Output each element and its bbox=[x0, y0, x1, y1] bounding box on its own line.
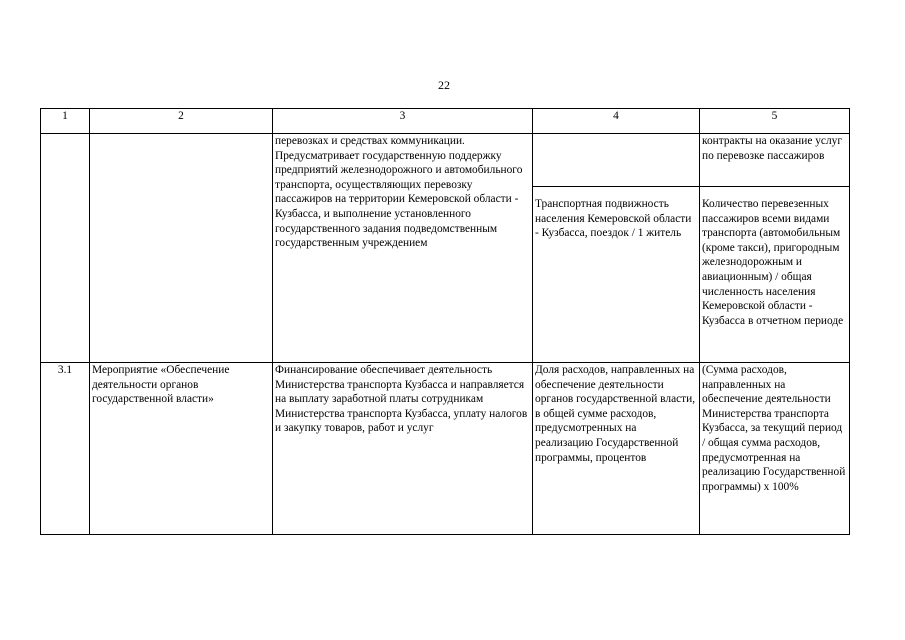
row2-activity: Мероприятие «Обеспечение деятельности органов государственной власти» bbox=[92, 364, 230, 406]
row1-col1-cell bbox=[41, 134, 90, 363]
row1-formula-a-cell bbox=[700, 134, 850, 187]
header-cell-4: 4 bbox=[533, 109, 700, 134]
row1-formula-a: контракты на оказание услуг по перевозке пассажиров bbox=[702, 135, 843, 162]
row1-indicator-a-cell bbox=[533, 134, 700, 187]
table-row bbox=[41, 363, 850, 535]
row1-description-cell bbox=[273, 134, 533, 363]
header-cell-3: 3 bbox=[273, 109, 533, 134]
row1-col2-cell bbox=[90, 134, 273, 363]
row1-description: перевозках и средствах коммуникации. Предусматривает государственную поддержку предприятий железнодорожного и автомобильного транспорта, осуществляющих перевозку пассажиров на территории Кемеровской области - Кузбасса, и выполнение установленного государственного задания подведомственным государственным учреждением bbox=[275, 135, 523, 250]
row2-number-cell bbox=[41, 363, 90, 535]
row1-indicator-b: Транспортная подвижность населения Кемеровской области - Кузбасса, поездок / 1 житель bbox=[535, 198, 692, 240]
row1-formula-b: Количество перевезенных пассажиров всеми видами транспорта (автомобильным (кроме такси), пригородным железнодорожным и авиационным) / общая численность населения Кемеровской области - Кузбасса в отчетном периоде bbox=[702, 198, 844, 327]
row2-description: Финансирование обеспечивает деятельность Министерства транспорта Кузбасса и направляется на выплату заработной платы сотрудникам Министерства транспорта Кузбасса, уплату налогов и закупку товаров, работ и услуг bbox=[275, 364, 528, 435]
row1-formula-b-cell bbox=[700, 187, 850, 363]
header-cell-2: 2 bbox=[90, 109, 273, 134]
table-row bbox=[41, 134, 850, 187]
row2-indicator: Доля расходов, направленных на обеспечение деятельности органов государственной власти, в общей сумме расходов, предусмотренных на реализацию Государственной программы, процентов bbox=[535, 364, 696, 464]
page-number: 22 bbox=[438, 78, 450, 92]
row1-indicator-b-cell bbox=[533, 187, 700, 363]
row2-number: 3.1 bbox=[57, 364, 73, 376]
indicators-table bbox=[40, 108, 850, 535]
header-cell-5: 5 bbox=[700, 109, 850, 134]
table-header-row bbox=[41, 109, 850, 134]
row2-indicator-cell bbox=[533, 363, 700, 535]
row2-formula: (Сумма расходов, направленных на обеспечение деятельности Министерства транспорта Кузбасса, за текущий период / общая сумма расходов, предусмотренная на реализацию Государственной программы) x 100% bbox=[702, 364, 846, 493]
row2-description-cell bbox=[273, 363, 533, 535]
row2-activity-cell bbox=[90, 363, 273, 535]
row2-formula-cell bbox=[700, 363, 850, 535]
header-cell-1: 1 bbox=[41, 109, 90, 134]
